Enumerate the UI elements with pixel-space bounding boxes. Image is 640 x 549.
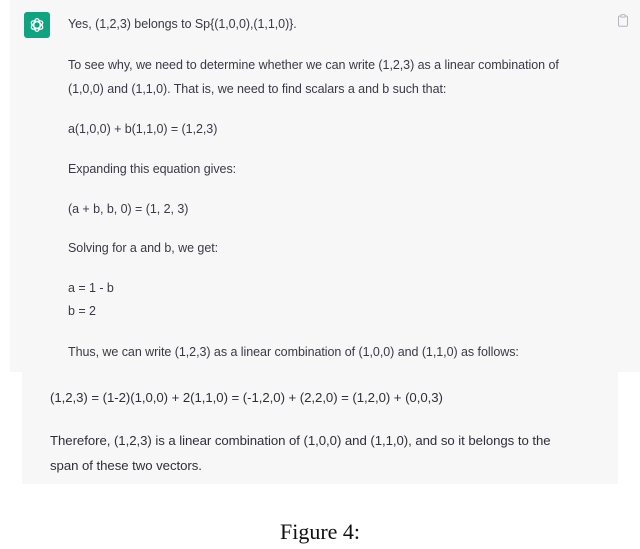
answer-line: Yes, (1,2,3) belongs to Sp{(1,0,0),(1,1,0)}. [68,17,297,31]
conclusion-line: Therefore, (1,2,3) is a linear combination of (1,0,0) and (1,1,0), and so it belongs to the [50,433,551,448]
equation-line: (a + b, b, 0) = (1, 2, 3) [68,202,189,216]
equation-line: a = 1 - b [68,281,114,295]
explanation-line: Expanding this equation gives: [68,162,237,176]
copy-button[interactable] [617,14,629,27]
equation-line: a(1,0,0) + b(1,1,0) = (1,2,3) [68,122,218,136]
openai-logo-icon [28,16,46,34]
equation-line: (1,2,3) = (1-2)(1,0,0) + 2(1,1,0) = (-1,2,0) + (2,2,0) = (1,2,0) + (0,0,3) [50,390,443,405]
explanation-line: (1,0,0) and (1,1,0). That is, we need to find scalars a and b such that: [68,82,447,96]
assistant-avatar [24,12,50,38]
explanation-line: Thus, we can write (1,2,3) as a linear combination of (1,0,0) and (1,1,0) as follows: [68,345,519,359]
clipboard-icon [617,14,629,27]
conclusion-line: span of these two vectors. [50,458,202,473]
figure-caption: Figure 4: [279,519,361,544]
equation-line: b = 2 [68,304,96,318]
explanation-line: To see why, we need to determine whether we can write (1,2,3) as a linear combination of [68,58,559,72]
explanation-line: Solving for a and b, we get: [68,241,219,255]
assistant-message-panel [10,0,640,372]
